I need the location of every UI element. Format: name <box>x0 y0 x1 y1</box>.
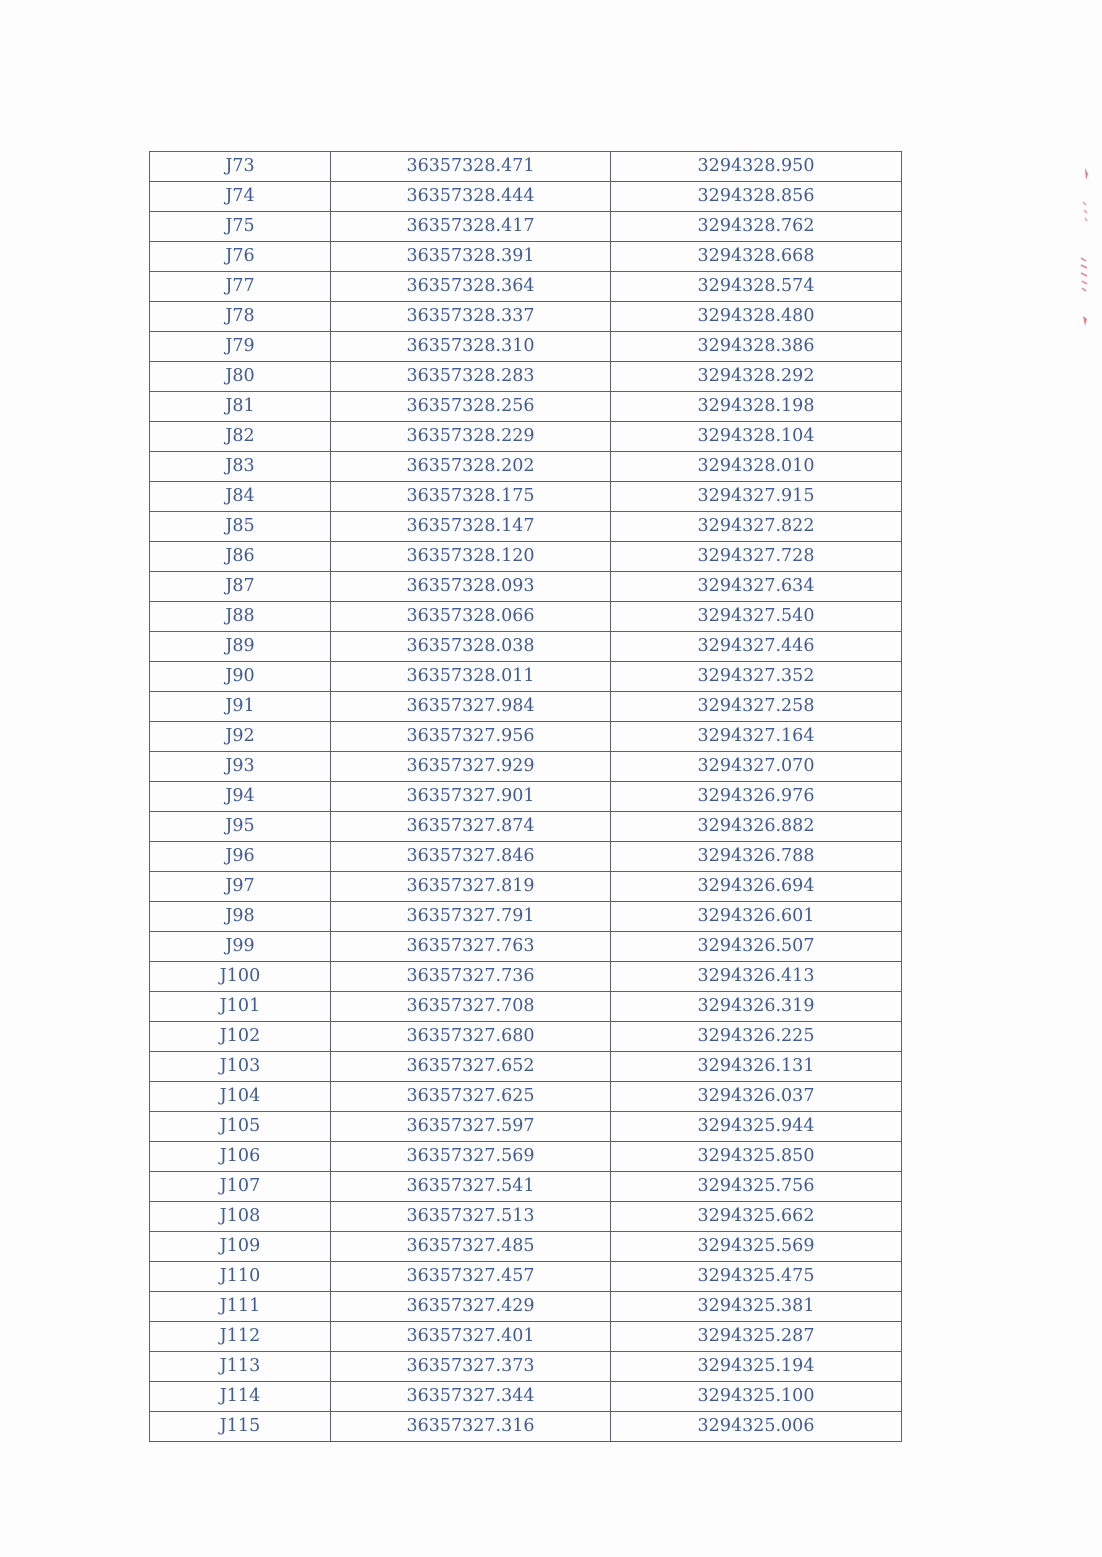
y-coordinate-cell: 3294328.668 <box>611 242 902 272</box>
x-coordinate-cell: 36357327.513 <box>331 1202 611 1232</box>
x-coordinate-cell: 36357327.625 <box>331 1082 611 1112</box>
point-id-cell: J97 <box>150 872 331 902</box>
table-row <box>150 1022 902 1052</box>
table-row <box>150 1322 902 1352</box>
y-coordinate-cell: 3294326.131 <box>611 1052 902 1082</box>
y-coordinate-cell: 3294326.037 <box>611 1082 902 1112</box>
y-coordinate-cell: 3294325.006 <box>611 1412 902 1442</box>
table-row <box>150 692 902 722</box>
point-id-cell: J77 <box>150 272 331 302</box>
x-coordinate-cell: 36357327.929 <box>331 752 611 782</box>
y-coordinate-cell: 3294328.950 <box>611 152 902 182</box>
y-coordinate-cell: 3294326.976 <box>611 782 902 812</box>
y-coordinate-cell: 3294326.694 <box>611 872 902 902</box>
y-coordinate-cell: 3294325.287 <box>611 1322 902 1352</box>
x-coordinate-cell: 36357328.011 <box>331 662 611 692</box>
y-coordinate-cell: 3294327.070 <box>611 752 902 782</box>
point-id-cell: J107 <box>150 1172 331 1202</box>
table-row <box>150 902 902 932</box>
table-row <box>150 1202 902 1232</box>
y-coordinate-cell: 3294327.446 <box>611 632 902 662</box>
x-coordinate-cell: 36357328.364 <box>331 272 611 302</box>
table-row <box>150 1352 902 1382</box>
y-coordinate-cell: 3294325.569 <box>611 1232 902 1262</box>
y-coordinate-cell: 3294328.292 <box>611 362 902 392</box>
table-row <box>150 812 902 842</box>
x-coordinate-cell: 36357327.708 <box>331 992 611 1022</box>
point-id-cell: J100 <box>150 962 331 992</box>
table-row <box>150 1292 902 1322</box>
table-row <box>150 1232 902 1262</box>
table-row <box>150 302 902 332</box>
x-coordinate-cell: 36357328.202 <box>331 452 611 482</box>
point-id-cell: J105 <box>150 1112 331 1142</box>
point-id-cell: J101 <box>150 992 331 1022</box>
point-id-cell: J108 <box>150 1202 331 1232</box>
x-coordinate-cell: 36357327.316 <box>331 1412 611 1442</box>
point-id-cell: J113 <box>150 1352 331 1382</box>
point-id-cell: J109 <box>150 1232 331 1262</box>
y-coordinate-cell: 3294328.762 <box>611 212 902 242</box>
table-row <box>150 272 902 302</box>
point-id-cell: J81 <box>150 392 331 422</box>
table-row <box>150 782 902 812</box>
table-row <box>150 1262 902 1292</box>
x-coordinate-cell: 36357327.901 <box>331 782 611 812</box>
y-coordinate-cell: 3294327.822 <box>611 512 902 542</box>
x-coordinate-cell: 36357327.846 <box>331 842 611 872</box>
point-id-cell: J74 <box>150 182 331 212</box>
y-coordinate-cell: 3294327.915 <box>611 482 902 512</box>
x-coordinate-cell: 36357328.444 <box>331 182 611 212</box>
table-row <box>150 1082 902 1112</box>
table-row <box>150 632 902 662</box>
x-coordinate-cell: 36357327.457 <box>331 1262 611 1292</box>
point-id-cell: J90 <box>150 662 331 692</box>
y-coordinate-cell: 3294327.728 <box>611 542 902 572</box>
x-coordinate-cell: 36357327.736 <box>331 962 611 992</box>
table-row <box>150 992 902 1022</box>
y-coordinate-cell: 3294325.475 <box>611 1262 902 1292</box>
x-coordinate-cell: 36357328.175 <box>331 482 611 512</box>
table-row <box>150 1412 902 1442</box>
table-row <box>150 392 902 422</box>
x-coordinate-cell: 36357328.066 <box>331 602 611 632</box>
point-id-cell: J83 <box>150 452 331 482</box>
y-coordinate-cell: 3294326.319 <box>611 992 902 1022</box>
y-coordinate-cell: 3294325.756 <box>611 1172 902 1202</box>
y-coordinate-cell: 3294325.100 <box>611 1382 902 1412</box>
y-coordinate-cell: 3294325.381 <box>611 1292 902 1322</box>
x-coordinate-cell: 36357327.429 <box>331 1292 611 1322</box>
x-coordinate-cell: 36357328.093 <box>331 572 611 602</box>
point-id-cell: J96 <box>150 842 331 872</box>
point-id-cell: J111 <box>150 1292 331 1322</box>
table-row <box>150 1112 902 1142</box>
y-coordinate-cell: 3294328.386 <box>611 332 902 362</box>
y-coordinate-cell: 3294328.574 <box>611 272 902 302</box>
table-row <box>150 722 902 752</box>
y-coordinate-cell: 3294328.010 <box>611 452 902 482</box>
point-id-cell: J110 <box>150 1262 331 1292</box>
y-coordinate-cell: 3294328.198 <box>611 392 902 422</box>
table-row <box>150 362 902 392</box>
table-row <box>150 332 902 362</box>
point-id-cell: J86 <box>150 542 331 572</box>
table-row <box>150 962 902 992</box>
y-coordinate-cell: 3294325.850 <box>611 1142 902 1172</box>
x-coordinate-cell: 36357327.373 <box>331 1352 611 1382</box>
table-row <box>150 482 902 512</box>
y-coordinate-cell: 3294327.634 <box>611 572 902 602</box>
table-row <box>150 572 902 602</box>
table-row <box>150 842 902 872</box>
x-coordinate-cell: 36357328.471 <box>331 152 611 182</box>
x-coordinate-cell: 36357328.038 <box>331 632 611 662</box>
table-row <box>150 542 902 572</box>
x-coordinate-cell: 36357328.256 <box>331 392 611 422</box>
table-row <box>150 662 902 692</box>
x-coordinate-cell: 36357328.229 <box>331 422 611 452</box>
point-id-cell: J93 <box>150 752 331 782</box>
point-id-cell: J102 <box>150 1022 331 1052</box>
point-id-cell: J82 <box>150 422 331 452</box>
point-id-cell: J112 <box>150 1322 331 1352</box>
table-row <box>150 872 902 902</box>
table-row <box>150 512 902 542</box>
table-row <box>150 932 902 962</box>
x-coordinate-cell: 36357328.310 <box>331 332 611 362</box>
y-coordinate-cell: 3294326.225 <box>611 1022 902 1052</box>
x-coordinate-cell: 36357328.283 <box>331 362 611 392</box>
point-id-cell: J115 <box>150 1412 331 1442</box>
x-coordinate-cell: 36357327.401 <box>331 1322 611 1352</box>
table-row <box>150 1142 902 1172</box>
y-coordinate-cell: 3294326.507 <box>611 932 902 962</box>
x-coordinate-cell: 36357327.652 <box>331 1052 611 1082</box>
y-coordinate-cell: 3294328.104 <box>611 422 902 452</box>
table-row <box>150 242 902 272</box>
x-coordinate-cell: 36357327.791 <box>331 902 611 932</box>
point-id-cell: J87 <box>150 572 331 602</box>
y-coordinate-cell: 3294326.788 <box>611 842 902 872</box>
y-coordinate-cell: 3294325.944 <box>611 1112 902 1142</box>
point-id-cell: J106 <box>150 1142 331 1172</box>
point-id-cell: J80 <box>150 362 331 392</box>
y-coordinate-cell: 3294326.601 <box>611 902 902 932</box>
point-id-cell: J88 <box>150 602 331 632</box>
x-coordinate-cell: 36357327.541 <box>331 1172 611 1202</box>
point-id-cell: J76 <box>150 242 331 272</box>
point-id-cell: J92 <box>150 722 331 752</box>
y-coordinate-cell: 3294328.480 <box>611 302 902 332</box>
x-coordinate-cell: 36357327.344 <box>331 1382 611 1412</box>
x-coordinate-cell: 36357327.984 <box>331 692 611 722</box>
point-id-cell: J84 <box>150 482 331 512</box>
point-id-cell: J91 <box>150 692 331 722</box>
table-row <box>150 1052 902 1082</box>
table-row <box>150 452 902 482</box>
table-row <box>150 602 902 632</box>
point-id-cell: J89 <box>150 632 331 662</box>
point-id-cell: J78 <box>150 302 331 332</box>
point-id-cell: J95 <box>150 812 331 842</box>
point-id-cell: J99 <box>150 932 331 962</box>
x-coordinate-cell: 36357327.956 <box>331 722 611 752</box>
y-coordinate-cell: 3294327.164 <box>611 722 902 752</box>
coordinate-table-body <box>150 152 902 1442</box>
point-id-cell: J75 <box>150 212 331 242</box>
y-coordinate-cell: 3294327.258 <box>611 692 902 722</box>
table-row <box>150 752 902 782</box>
point-id-cell: J79 <box>150 332 331 362</box>
y-coordinate-cell: 3294325.194 <box>611 1352 902 1382</box>
y-coordinate-cell: 3294328.856 <box>611 182 902 212</box>
table-row <box>150 152 902 182</box>
x-coordinate-cell: 36357327.569 <box>331 1142 611 1172</box>
seal-edge-mark <box>1077 160 1091 330</box>
table-row <box>150 182 902 212</box>
x-coordinate-cell: 36357328.147 <box>331 512 611 542</box>
table-row <box>150 422 902 452</box>
x-coordinate-cell: 36357327.874 <box>331 812 611 842</box>
table-row <box>150 1172 902 1202</box>
x-coordinate-cell: 36357327.485 <box>331 1232 611 1262</box>
x-coordinate-cell: 36357328.337 <box>331 302 611 332</box>
point-id-cell: J73 <box>150 152 331 182</box>
x-coordinate-cell: 36357327.597 <box>331 1112 611 1142</box>
x-coordinate-cell: 36357328.391 <box>331 242 611 272</box>
y-coordinate-cell: 3294325.662 <box>611 1202 902 1232</box>
x-coordinate-cell: 36357327.819 <box>331 872 611 902</box>
point-id-cell: J98 <box>150 902 331 932</box>
x-coordinate-cell: 36357327.763 <box>331 932 611 962</box>
table-row <box>150 1382 902 1412</box>
y-coordinate-cell: 3294327.352 <box>611 662 902 692</box>
table-row <box>150 212 902 242</box>
x-coordinate-cell: 36357328.417 <box>331 212 611 242</box>
point-id-cell: J103 <box>150 1052 331 1082</box>
point-id-cell: J114 <box>150 1382 331 1412</box>
point-id-cell: J94 <box>150 782 331 812</box>
y-coordinate-cell: 3294326.882 <box>611 812 902 842</box>
coordinate-table <box>149 151 902 1442</box>
y-coordinate-cell: 3294326.413 <box>611 962 902 992</box>
point-id-cell: J104 <box>150 1082 331 1112</box>
point-id-cell: J85 <box>150 512 331 542</box>
x-coordinate-cell: 36357328.120 <box>331 542 611 572</box>
x-coordinate-cell: 36357327.680 <box>331 1022 611 1052</box>
y-coordinate-cell: 3294327.540 <box>611 602 902 632</box>
